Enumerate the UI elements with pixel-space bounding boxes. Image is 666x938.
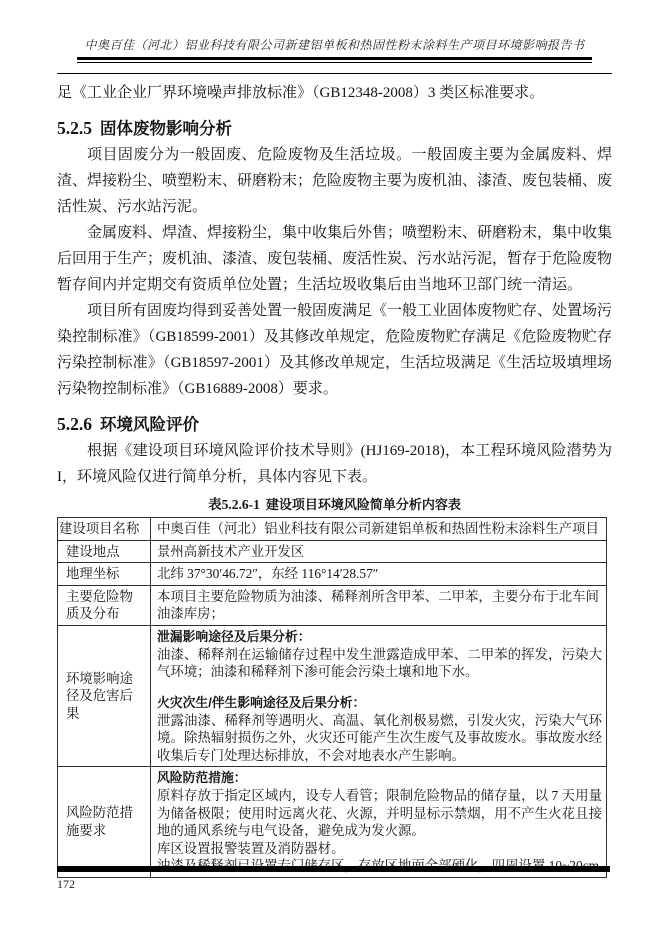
table-row [58, 563, 607, 586]
row-value [151, 625, 607, 767]
row-label: 地理坐标 [58, 563, 151, 586]
fire-analysis-heading: 火灾次生/伴生影响途径及后果分析： [157, 694, 366, 710]
section-number: 5.2.6 [57, 414, 92, 434]
row-value: 北纬 37°30′46.72″，东经 116°14′28.57″ [151, 563, 607, 586]
row-value [151, 767, 607, 878]
running-header-title: 中奥百佳（河北）铝业科技有限公司新建铝单板和热固性粉末涂料生产项目环境影响报告书 [84, 38, 585, 52]
section-heading-526 [57, 411, 612, 438]
table-row [58, 625, 607, 767]
table-row [58, 518, 607, 541]
row-label: 环境影响途径及危害后果 [58, 625, 151, 767]
footer-rule-bar [57, 866, 610, 872]
leak-analysis-text: 油漆、稀释剂在运输储存过程中发生泄露造成甲苯、二甲苯的挥发，污染大气环境；油漆和稀释剂下渗可能会污染土壤和地下水。 [157, 646, 602, 679]
table-caption-number: 表5.2.6-1 [208, 497, 260, 512]
cell-spacer [157, 681, 602, 694]
row-label: 建设地点 [58, 540, 151, 563]
section-title: 固体废物影响分析 [100, 120, 232, 138]
page-number: 172 [57, 877, 75, 891]
fire-analysis-text: 泄露油漆、稀释剂等遇明火、高温、氧化剂极易燃，引发火灾，污染大气环境。除热辐射损伤之外，火灾还可能产生次生废气及事故废水。事故废水经收集后专门处理达标排放，不会对地表水产生影响。 [157, 712, 602, 763]
section-number: 5.2.5 [57, 118, 92, 138]
section-title: 环境风险评价 [100, 416, 199, 434]
table-caption [57, 496, 612, 514]
table-row [58, 540, 607, 563]
row-value: 景州高新技术产业开发区 [151, 540, 607, 563]
prevention-measure-text: 库区设置报警装置及消防器材。 [157, 840, 345, 856]
paragraph: 项目所有固废均得到妥善处置一般固废满足《一般工业固体废物贮存、处置场污染控制标准》（GB18599-2001）及其修改单规定，危险废物贮存满足《危险废物贮存污染控制标准》（GB18597-2001）及其修改单规定，生活垃圾满足《生活垃圾填埋场污染物控制标准》（GB16889-2008）要求。 [57, 303, 613, 397]
paragraph: 金属废料、焊渣、焊接粉尘，集中收集后外售；喷塑粉末、研磨粉末，集中收集后回用于生产；废机油、漆渣、废包装桶、废活性炭、污水站污泥，暂存于危险废物暂存间内并定期交有资质单位处置；生活垃圾收集后由当地环卫部门统一清运。 [57, 225, 613, 293]
paragraph: 项目固废分为一般固废、危险废物及生活垃圾。一般固废主要为金属废料、焊渣、焊接粉尘、喷塑粉末、研磨粉末；危险废物主要为废机油、漆渣、废包装桶、废活性炭、污水站污泥。 [57, 147, 613, 215]
leak-analysis-heading: 泄漏影响途径及后果分析： [157, 628, 311, 644]
row-label: 风险防范措施要求 [58, 767, 151, 878]
table-caption-title: 建设项目环境风险简单分析内容表 [265, 497, 461, 512]
prevention-measures-heading: 风险防范措施： [157, 770, 247, 785]
row-label: 主要危险物质及分布 [58, 585, 151, 625]
risk-analysis-table [57, 517, 607, 878]
row-value: 中奥百佳（河北）铝业科技有限公司新建铝单板和热固性粉末涂料生产项目 [151, 518, 607, 541]
section-heading-525 [57, 115, 612, 142]
table-row [58, 585, 607, 625]
header-double-rule [77, 57, 592, 63]
table-row [58, 767, 607, 878]
paragraph-intro-tail: 足《工业企业厂界环境噪声排放标准》（GB12348-2008）3 类区标准要求。 [57, 85, 545, 101]
paragraph: 根据《建设项目环境风险评价技术导则》(HJ169-2018)，本工程环境风险潜势为I，环境风险仅进行简单分析，具体内容见下表。 [57, 443, 612, 485]
content-top-rule [57, 73, 612, 74]
prevention-measure-text: 原料存放于指定区域内，设专人看管；限制危险物品的储存量，以 7 天用量为储备极限；使用时远离火花、火源，并明显标示禁烟，用不产生火花且接地的通风系统与电气设备，避免成为发火源。 [157, 788, 602, 838]
row-label: 建设项目名称 [58, 518, 151, 541]
row-value: 本项目主要危险物质为油漆、稀释剂所含甲苯、二甲苯，主要分布于北车间油漆库房； [151, 585, 607, 625]
